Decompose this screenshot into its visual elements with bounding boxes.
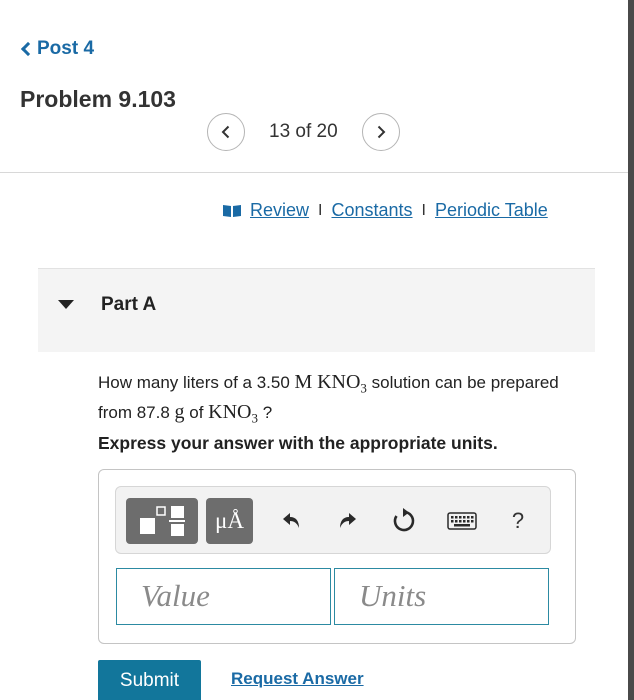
question-text-part: solution can be prepared from 87.8 bbox=[98, 373, 559, 423]
chemical-formula: KNO bbox=[208, 401, 252, 424]
keyboard-icon[interactable] bbox=[445, 507, 479, 535]
value-input[interactable]: Value bbox=[116, 568, 331, 625]
window-edge bbox=[628, 0, 634, 700]
question-text-part: ? bbox=[258, 403, 273, 423]
link-separator: I bbox=[421, 201, 426, 219]
back-to-post-link[interactable] bbox=[20, 38, 94, 60]
reset-icon[interactable] bbox=[390, 507, 418, 535]
pager-position: 13 of 20 bbox=[269, 121, 338, 142]
back-link-label: Post 4 bbox=[37, 38, 95, 59]
help-button[interactable]: ? bbox=[511, 508, 525, 533]
link-separator: I bbox=[318, 201, 323, 219]
formula-subscript: 3 bbox=[251, 410, 259, 426]
problem-title: Problem 9.103 bbox=[20, 86, 176, 112]
math-toolbar bbox=[115, 486, 551, 554]
next-problem-button[interactable] bbox=[362, 113, 400, 151]
part-a-header[interactable] bbox=[38, 268, 595, 352]
submit-button[interactable]: Submit bbox=[98, 660, 201, 700]
units-symbols-button[interactable]: μÅ bbox=[206, 498, 253, 544]
answer-panel bbox=[98, 469, 576, 644]
question-text bbox=[98, 370, 568, 431]
undo-icon[interactable] bbox=[277, 507, 305, 535]
review-link[interactable]: Review bbox=[250, 200, 310, 220]
resource-links bbox=[222, 200, 548, 221]
header-divider bbox=[0, 172, 628, 173]
templates-button[interactable] bbox=[126, 498, 198, 544]
part-label: Part A bbox=[101, 294, 157, 315]
book-icon bbox=[222, 204, 242, 218]
units-input[interactable]: Units bbox=[334, 568, 549, 625]
formula-subscript: 3 bbox=[360, 380, 367, 396]
previous-problem-button[interactable] bbox=[207, 113, 245, 151]
question-text-part: How many liters of a 3.50 bbox=[98, 373, 295, 392]
problem-pager bbox=[207, 113, 400, 151]
collapse-triangle-icon[interactable] bbox=[58, 300, 74, 309]
mass-unit: g bbox=[174, 401, 185, 424]
chevron-left-icon bbox=[21, 42, 35, 56]
templates-icon bbox=[138, 504, 186, 538]
periodic-table-link[interactable]: Periodic Table bbox=[434, 200, 548, 220]
constants-link[interactable]: Constants bbox=[331, 200, 413, 220]
question-text-part: of bbox=[184, 403, 209, 423]
answer-instruction: Express your answer with the appropriate units. bbox=[98, 433, 498, 453]
chevron-left-icon bbox=[219, 125, 233, 139]
redo-icon[interactable] bbox=[334, 507, 362, 535]
molarity-unit: M bbox=[294, 371, 313, 393]
request-answer-link[interactable]: Request Answer bbox=[231, 669, 364, 688]
chemical-formula: KNO bbox=[317, 371, 361, 393]
chevron-right-icon bbox=[374, 125, 388, 139]
